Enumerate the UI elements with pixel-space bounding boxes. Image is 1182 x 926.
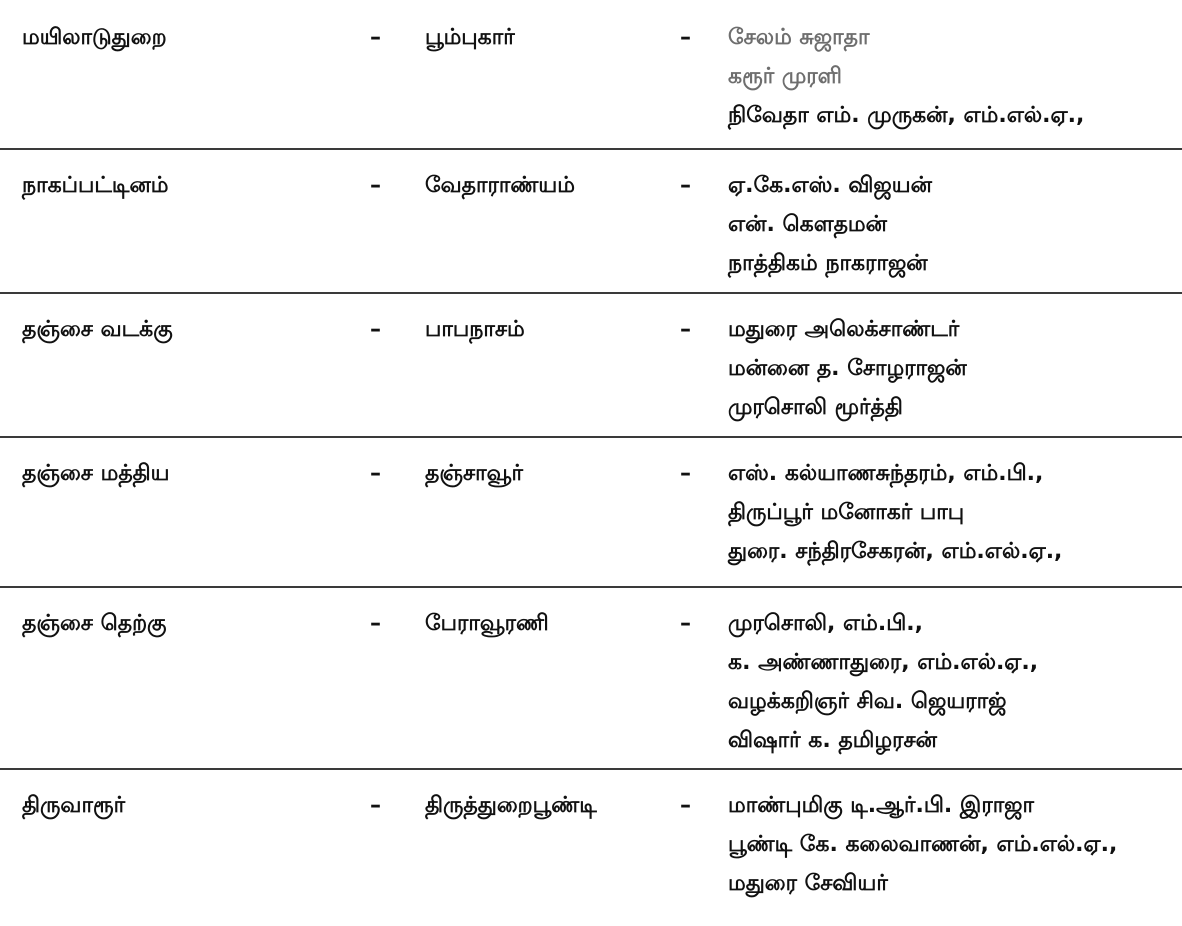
name-list <box>728 18 1084 135</box>
person-name: சேலம் சுஜாதா <box>728 25 870 50</box>
district-name: மயிலாடுதுறை <box>22 25 167 50</box>
row-divider <box>0 292 1182 294</box>
person-name: முரசொலி, எம்.பி., <box>728 611 924 636</box>
separator-dash: – <box>370 173 381 198</box>
row-divider <box>0 768 1182 770</box>
separator-dash: – <box>370 793 381 818</box>
person-name: கரூர் முரளி <box>728 64 842 89</box>
name-list <box>728 786 1117 903</box>
constituency-name: பூம்புகார் <box>425 25 515 50</box>
separator-dash: – <box>680 611 691 636</box>
separator-dash: – <box>370 461 381 486</box>
separator-dash: – <box>680 461 691 486</box>
person-name: திருப்பூர் மனோகர் பாபு <box>728 500 965 525</box>
name-list <box>728 454 1062 571</box>
person-name: நிவேதா எம். முருகன், எம்.எல்.ஏ., <box>728 103 1085 128</box>
person-name: மதுரை சேவியர் <box>728 871 888 896</box>
row-divider <box>0 148 1182 150</box>
row-divider <box>0 586 1182 588</box>
district-name: தஞ்சை மத்திய <box>22 461 170 486</box>
separator-dash: – <box>370 25 381 50</box>
person-name: விஷார் க. தமிழரசன் <box>728 728 937 753</box>
name-list <box>728 604 1038 760</box>
person-name: க. அண்ணாதுரை, எம்.எல்.ஏ., <box>728 650 1039 675</box>
person-name: வழக்கறிஞர் சிவ. ஜெயராஜ் <box>728 689 1007 714</box>
separator-dash: – <box>680 317 691 342</box>
person-name: மன்னை த. சோழராஜன் <box>728 356 967 381</box>
person-name: எஸ். கல்யாணசுந்தரம், எம்.பி., <box>728 461 1044 486</box>
separator-dash: – <box>370 317 381 342</box>
person-name: நாத்திகம் நாகராஜன் <box>728 251 928 276</box>
district-name: நாகப்பட்டினம் <box>22 173 169 198</box>
district-name: திருவாரூர் <box>22 793 126 818</box>
separator-dash: – <box>680 793 691 818</box>
constituency-name: தஞ்சாவூர் <box>425 461 523 486</box>
constituency-name: பாபநாசம் <box>425 317 525 342</box>
person-name: பூண்டி கே. கலைவாணன், எம்.எல்.ஏ., <box>728 832 1118 857</box>
constituency-name: பேராவூரணி <box>425 611 549 636</box>
row-divider <box>0 436 1182 438</box>
person-name: முரசொலி மூர்த்தி <box>728 395 903 420</box>
person-name: துரை. சந்திரசேகரன், எம்.எல்.ஏ., <box>728 539 1063 564</box>
person-name: என். கௌதமன் <box>728 212 887 237</box>
constituency-name: திருத்துறைபூண்டி <box>425 793 597 818</box>
district-name: தஞ்சை வடக்கு <box>22 317 173 342</box>
person-name: மதுரை அலெக்சாண்டர் <box>728 317 960 342</box>
name-list <box>728 166 932 283</box>
separator-dash: – <box>680 25 691 50</box>
district-name: தஞ்சை தெற்கு <box>22 611 167 636</box>
constituency-name: வேதாராண்யம் <box>425 173 575 198</box>
person-name: மாண்புமிகு டி.ஆர்.பி. இராஜா <box>728 793 1035 818</box>
separator-dash: – <box>370 611 381 636</box>
separator-dash: – <box>680 173 691 198</box>
name-list <box>728 310 967 427</box>
person-name: ஏ.கே.எஸ். விஜயன் <box>728 173 932 198</box>
